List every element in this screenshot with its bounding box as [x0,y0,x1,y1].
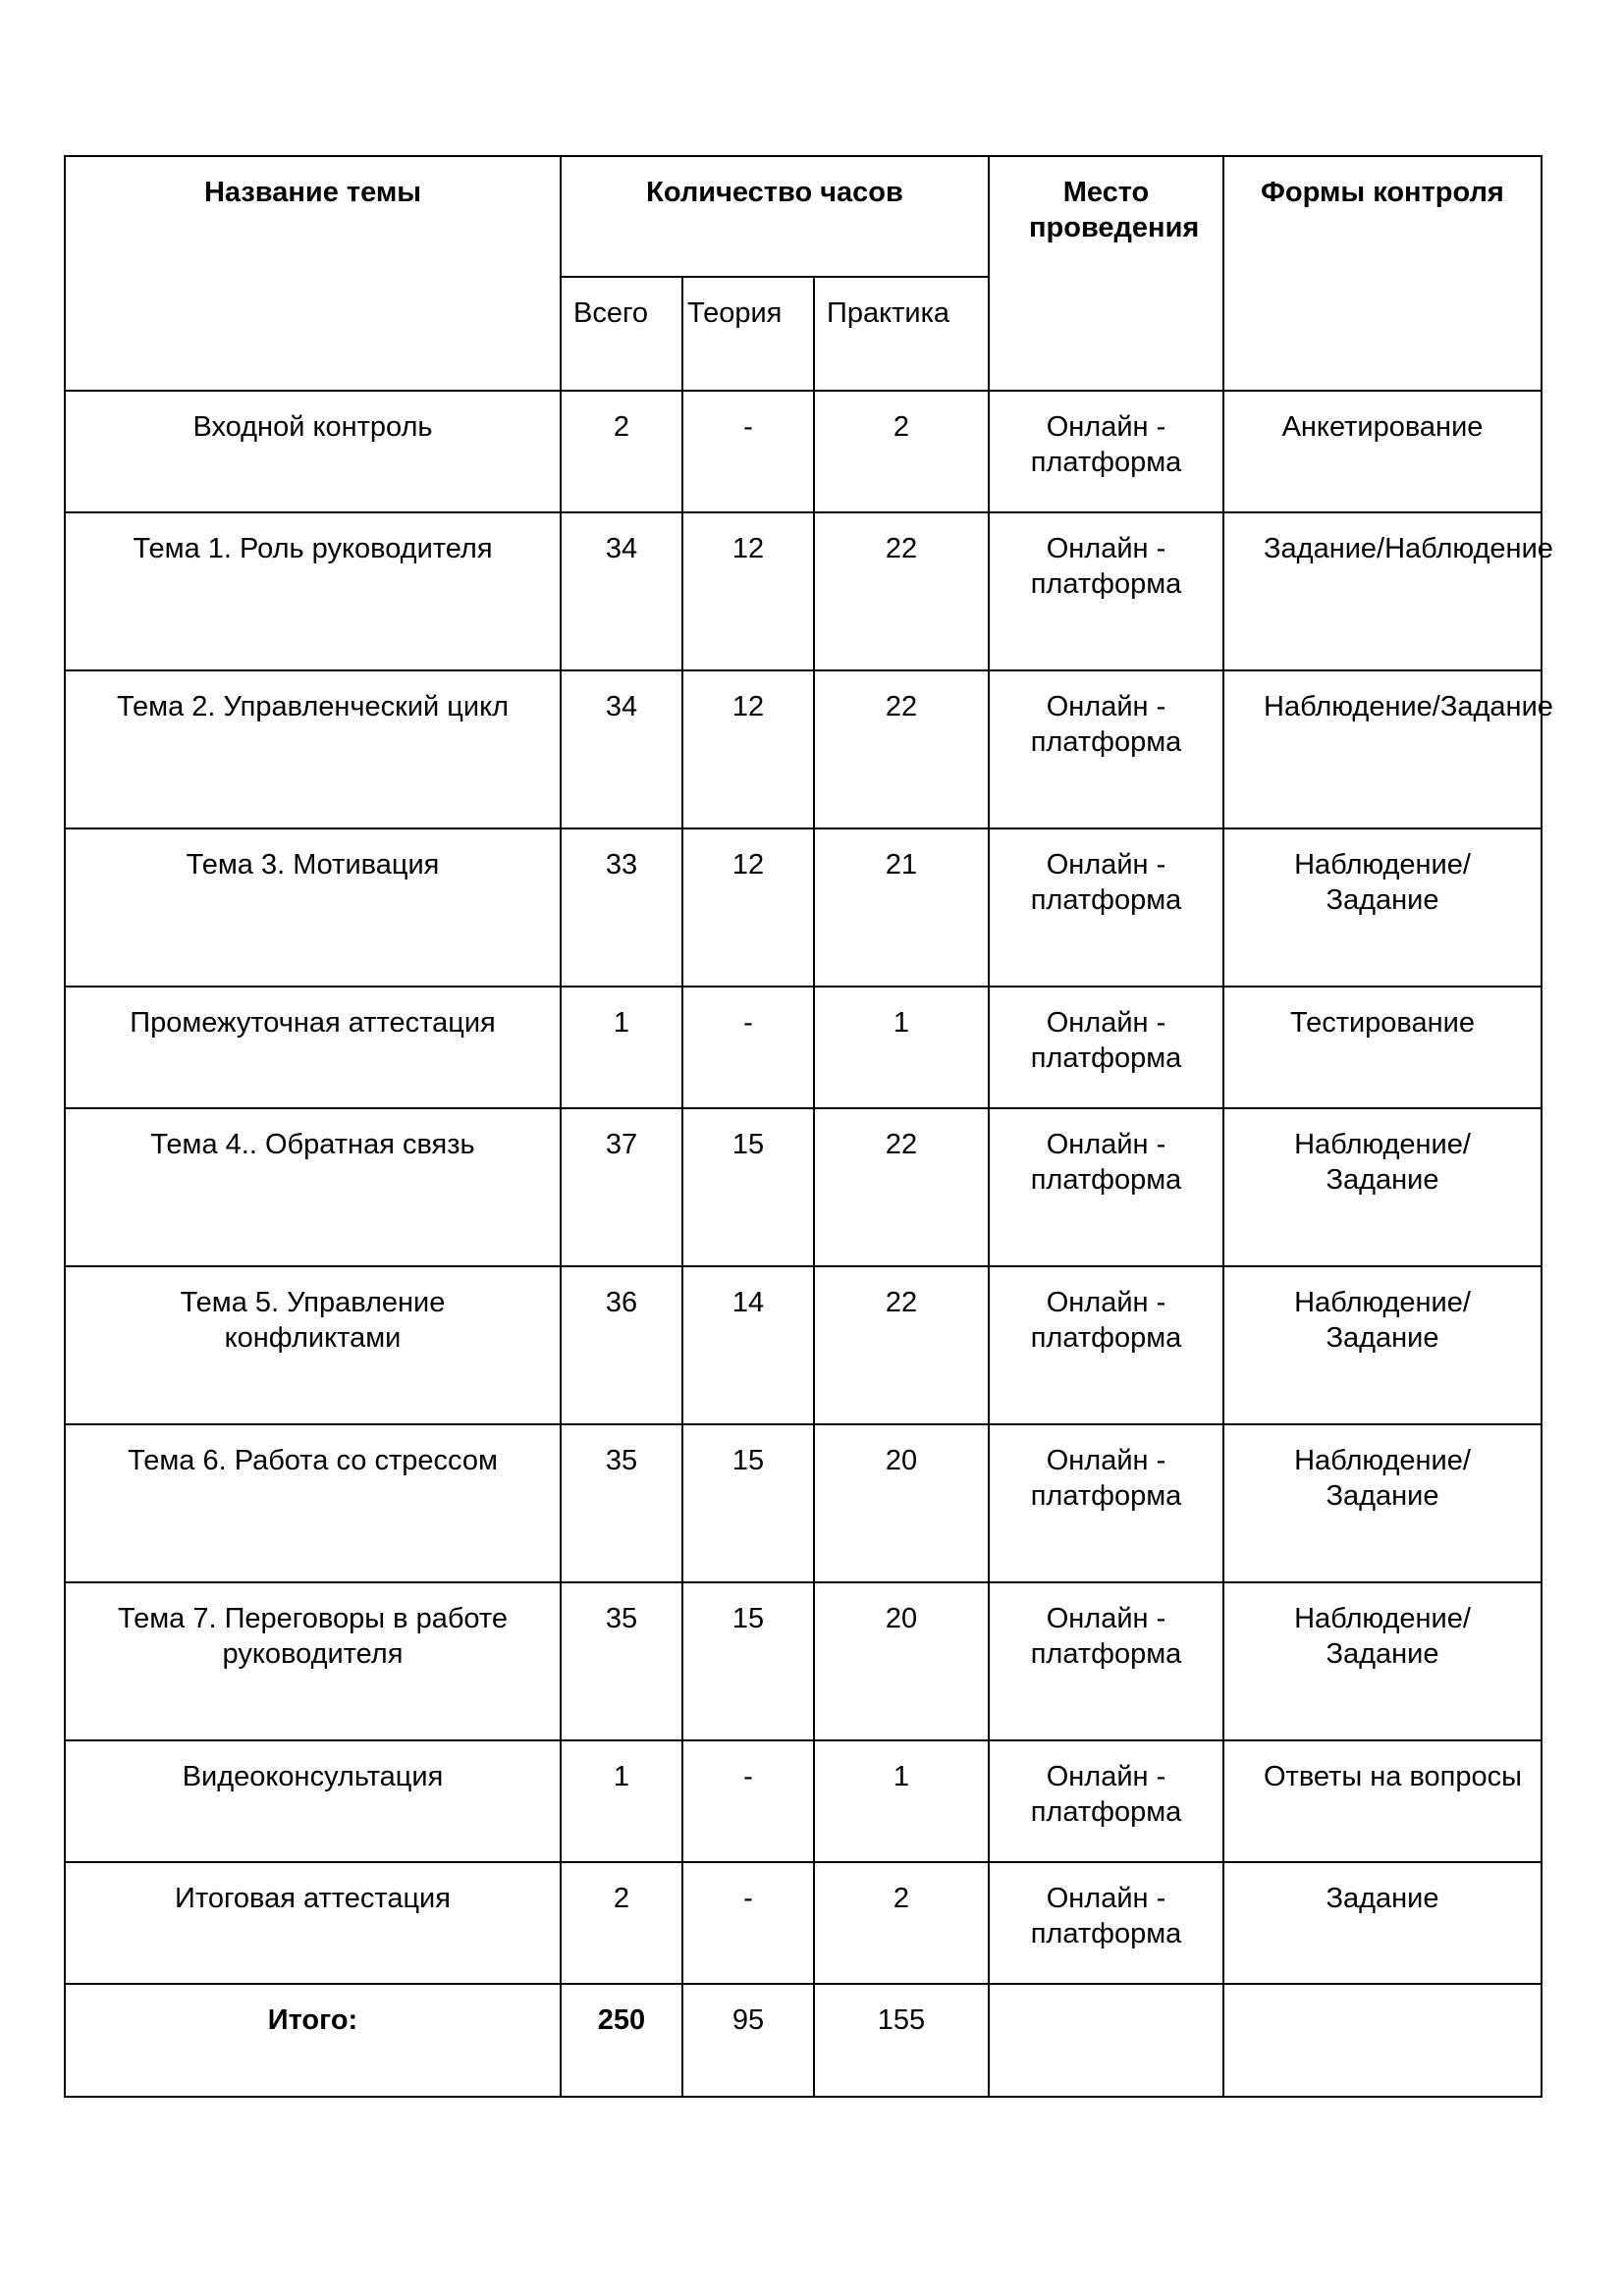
place-cell-text: Онлайн - платформа [1030,1761,1182,1828]
theory-hours-cell: - [682,1740,814,1862]
control-form-cell [1223,1740,1542,1862]
table-row [65,1740,1542,1862]
summary-label: Итого: [65,1984,561,2097]
total-hours-cell: 2 [561,1862,682,1984]
topic-cell [65,1108,561,1266]
table-row [65,512,1542,670]
topic-cell-text: Итоговая аттестация [175,1883,451,1914]
topic-cell-text: Тема 3. Мотивация [186,849,440,881]
control-form-cell-text: Тестирование [1289,1007,1475,1039]
total-hours-cell: 1 [561,1740,682,1862]
place-cell-text: Онлайн - платформа [1030,533,1182,600]
topic-cell [65,670,561,828]
topic-cell-text: Тема 7. Переговоры в работе руководителя [117,1603,509,1670]
practice-hours-cell: 22 [814,670,989,828]
total-hours-cell: 2 [561,391,682,512]
total-hours-cell: 37 [561,1108,682,1266]
theory-hours-cell: - [682,987,814,1108]
header-total: Всего [561,277,682,391]
topic-cell-text: Промежуточная аттестация [130,1007,496,1039]
control-form-cell-text: Ответы на вопросы [1264,1761,1522,1792]
control-form-cell-text: Наблюдение/ Задание [1294,1445,1471,1512]
table-body [65,391,1553,1984]
control-form-cell-text: Наблюдение/ Задание [1294,1603,1471,1670]
theory-hours-cell: 15 [682,1424,814,1582]
table-row [65,828,1542,987]
summary-row [65,1984,1542,2097]
control-form-cell-text: Задание/Наблюдение [1264,533,1553,564]
header-practice: Практика [814,277,989,391]
practice-hours-cell: 21 [814,828,989,987]
topic-cell-text: Тема 4.. Обратная связь [150,1129,475,1160]
table-row [65,670,1542,828]
topic-cell [65,1862,561,1984]
topic-cell [65,512,561,670]
total-hours-cell: 35 [561,1424,682,1582]
topic-cell-text: Тема 6. Работа со стрессом [128,1445,498,1476]
theory-hours-cell: 15 [682,1108,814,1266]
total-hours-cell: 35 [561,1582,682,1740]
header-control: Формы контроля [1223,156,1542,391]
summary-total: 250 [561,1984,682,2097]
summary-place [989,1984,1223,2097]
theory-hours-cell: 12 [682,670,814,828]
control-form-cell [1223,1862,1542,1984]
topic-cell [65,1582,561,1740]
total-hours-cell: 34 [561,512,682,670]
control-form-cell [1223,987,1542,1108]
header-theory: Теория [682,277,814,391]
table-row [65,1266,1542,1424]
place-cell-text: Онлайн - платформа [1030,691,1182,758]
practice-hours-cell: 1 [814,1740,989,1862]
theory-hours-cell: 15 [682,1582,814,1740]
practice-hours-cell: 2 [814,1862,989,1984]
place-cell-text: Онлайн - платформа [1030,411,1182,478]
place-cell [989,512,1223,670]
topic-cell-text: Тема 1. Роль руководителя [133,533,493,564]
control-form-cell [1223,391,1542,512]
place-cell-text: Онлайн - платформа [1030,1603,1182,1670]
practice-hours-cell: 20 [814,1582,989,1740]
control-form-cell [1223,1582,1542,1740]
topic-cell [65,1740,561,1862]
total-hours-cell: 34 [561,670,682,828]
total-hours-cell: 36 [561,1266,682,1424]
topic-cell [65,1266,561,1424]
place-cell [989,1424,1223,1582]
control-form-cell-text: Задание [1326,1883,1439,1914]
place-cell [989,987,1223,1108]
topic-cell-text: Тема 5. Управление конфликтами [180,1287,446,1354]
control-form-cell-text: Наблюдение/ Задание [1294,1129,1471,1196]
practice-hours-cell: 22 [814,512,989,670]
control-form-cell-text: Наблюдение/ Задание [1294,1287,1471,1354]
control-form-cell [1223,1266,1542,1424]
header-hours: Количество часов [561,156,989,277]
total-hours-cell: 33 [561,828,682,987]
summary-practice: 155 [814,1984,989,2097]
topic-cell-text: Видеоконсультация [182,1761,444,1792]
control-form-cell [1223,1424,1542,1582]
practice-hours-cell: 20 [814,1424,989,1582]
table-row [65,1582,1542,1740]
table-row [65,1108,1542,1266]
place-cell-text: Онлайн - платформа [1030,1883,1182,1949]
theory-hours-cell: 14 [682,1266,814,1424]
summary-control [1223,1984,1542,2097]
place-cell [989,1582,1223,1740]
topic-cell [65,828,561,987]
header-place [989,156,1223,391]
place-cell [989,1740,1223,1862]
summary-theory: 95 [682,1984,814,2097]
control-form-cell-text: Наблюдение/Задание [1264,691,1553,722]
control-form-cell [1223,828,1542,987]
curriculum-table [64,155,1553,2098]
topic-cell-text: Входной контроль [192,411,433,443]
place-cell-text: Онлайн - платформа [1030,1287,1182,1354]
topic-cell [65,1424,561,1582]
place-cell-text: Онлайн - платформа [1030,849,1182,916]
control-form-cell [1223,1108,1542,1266]
place-cell-text: Онлайн - платформа [1030,1007,1182,1074]
topic-cell [65,391,561,512]
theory-hours-cell: 12 [682,828,814,987]
place-cell [989,670,1223,828]
place-cell-text: Онлайн - платформа [1030,1129,1182,1196]
table-header [65,156,1542,391]
table-row [65,1862,1542,1984]
theory-hours-cell: - [682,1862,814,1984]
table-row [65,1424,1542,1582]
table-row [65,987,1542,1108]
place-cell [989,1266,1223,1424]
control-form-cell [1223,670,1553,828]
control-form-cell-text: Наблюдение/ Задание [1294,849,1471,916]
topic-cell-text: Тема 2. Управленческий цикл [116,691,510,722]
table-row [65,391,1542,512]
control-form-cell-text: Анкетирование [1281,411,1484,443]
theory-hours-cell: 12 [682,512,814,670]
header-row-main [65,156,1542,277]
table-footer [65,1984,1542,2097]
total-hours-cell: 1 [561,987,682,1108]
practice-hours-cell: 1 [814,987,989,1108]
place-cell [989,1862,1223,1984]
place-cell [989,391,1223,512]
control-form-cell [1223,512,1553,670]
place-cell [989,828,1223,987]
practice-hours-cell: 2 [814,391,989,512]
place-cell [989,1108,1223,1266]
document-sheet [64,155,1553,2098]
header-place-text: Место проведения [1029,177,1200,243]
practice-hours-cell: 22 [814,1108,989,1266]
practice-hours-cell: 22 [814,1266,989,1424]
header-topic: Название темы [65,156,561,391]
topic-cell [65,987,561,1108]
place-cell-text: Онлайн - платформа [1030,1445,1182,1512]
theory-hours-cell: - [682,391,814,512]
